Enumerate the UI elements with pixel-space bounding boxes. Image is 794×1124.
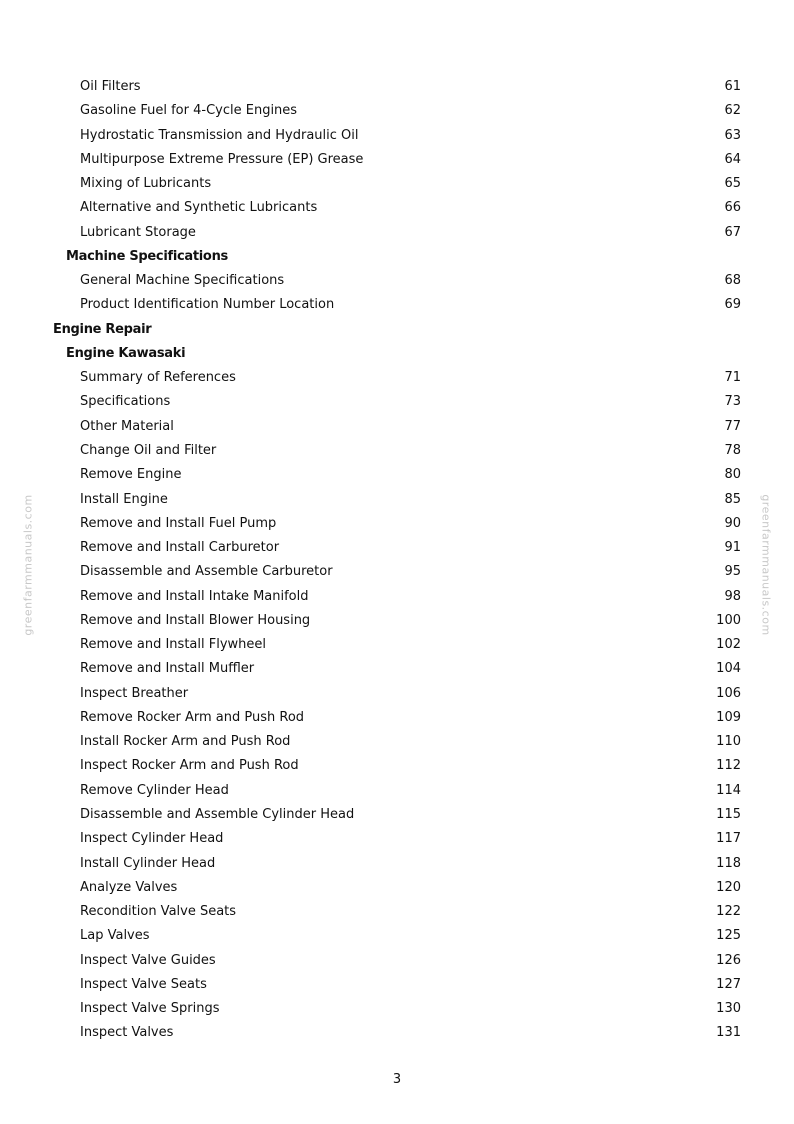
toc-entry-page: 120 xyxy=(716,879,741,895)
toc-entry-page: 127 xyxy=(716,976,741,992)
toc-entry-page: 77 xyxy=(724,418,741,434)
toc-entry-title: Disassemble and Assemble Carburetor xyxy=(80,564,333,580)
toc-entry-page: 102 xyxy=(716,637,741,653)
toc-entry-title: General Machine Specifications xyxy=(80,273,285,289)
toc-entry[interactable] xyxy=(0,293,794,317)
toc-entry[interactable] xyxy=(0,488,794,512)
toc-entry-page: 63 xyxy=(724,127,741,143)
toc-entry[interactable] xyxy=(0,439,794,463)
toc-entry-page: 91 xyxy=(724,540,741,556)
toc-entry-page: 80 xyxy=(724,467,741,483)
toc-entry[interactable] xyxy=(0,148,794,172)
toc-entry-page: 126 xyxy=(716,952,741,968)
toc-entry[interactable] xyxy=(0,1021,794,1045)
table-of-contents xyxy=(0,75,794,1046)
toc-subheading[interactable] xyxy=(0,342,794,366)
toc-entry-title: Gasoline Fuel for 4-Cycle Engines xyxy=(80,103,298,119)
toc-entry-page: 100 xyxy=(716,612,741,628)
page-number: 3 xyxy=(392,1072,402,1087)
toc-entry-title: Engine Kawasaki xyxy=(66,345,186,361)
toc-entry-title: Inspect Valve Seats xyxy=(80,976,207,992)
toc-entry-title: Inspect Rocker Arm and Push Rod xyxy=(80,758,299,774)
toc-entry-page: 112 xyxy=(716,758,741,774)
toc-entry[interactable] xyxy=(0,390,794,414)
toc-entry-title: Inspect Breather xyxy=(80,685,189,701)
toc-entry-page: 62 xyxy=(724,103,741,119)
toc-entry-page: 115 xyxy=(716,806,741,822)
toc-entry-title: Remove and Install Muffler xyxy=(80,661,255,677)
toc-entry-title: Analyze Valves xyxy=(80,879,178,895)
toc-entry-title: Summary of References xyxy=(80,370,236,386)
toc-entry-title: Engine Repair xyxy=(53,321,152,337)
toc-entry[interactable] xyxy=(0,536,794,560)
toc-entry-title: Inspect Valve Guides xyxy=(80,952,216,968)
toc-entry-page: 69 xyxy=(724,297,741,313)
toc-entry-title: Mixing of Lubricants xyxy=(80,176,212,192)
toc-entry-title: Disassemble and Assemble Cylinder Head xyxy=(80,806,355,822)
toc-entry-page: 117 xyxy=(716,831,741,847)
toc-entry[interactable] xyxy=(0,657,794,681)
toc-entry[interactable] xyxy=(0,463,794,487)
toc-entry-title: Remove and Install Blower Housing xyxy=(80,612,311,628)
toc-entry-title: Machine Specifications xyxy=(66,248,228,264)
toc-subheading[interactable] xyxy=(0,245,794,269)
toc-entry[interactable] xyxy=(0,706,794,730)
toc-entry[interactable] xyxy=(0,876,794,900)
toc-entry[interactable] xyxy=(0,803,794,827)
toc-entry-page: 131 xyxy=(716,1025,741,1041)
toc-entry-title: Remove and Install Intake Manifold xyxy=(80,588,309,604)
toc-entry[interactable] xyxy=(0,512,794,536)
toc-entry-page: 125 xyxy=(716,928,741,944)
toc-entry[interactable] xyxy=(0,560,794,584)
toc-entry-page: 78 xyxy=(724,442,741,458)
toc-entry[interactable] xyxy=(0,609,794,633)
toc-entry-page: 85 xyxy=(724,491,741,507)
toc-entry[interactable] xyxy=(0,75,794,99)
toc-entry-title: Install Cylinder Head xyxy=(80,855,216,871)
toc-entry-title: Specifications xyxy=(80,394,171,410)
toc-entry[interactable] xyxy=(0,949,794,973)
toc-entry-page: 64 xyxy=(724,151,741,167)
toc-entry-title: Product Identification Number Location xyxy=(80,297,335,313)
watermark-right: greenfarmmanuals.com xyxy=(759,494,773,636)
toc-entry-title: Lubricant Storage xyxy=(80,224,196,240)
toc-entry-title: Other Material xyxy=(80,418,174,434)
toc-entry[interactable] xyxy=(0,682,794,706)
toc-entry-title: Remove Cylinder Head xyxy=(80,782,229,798)
toc-entry-page: 61 xyxy=(724,79,741,94)
toc-entry-page: 95 xyxy=(724,564,741,580)
toc-entry[interactable] xyxy=(0,172,794,196)
toc-entry-page: 110 xyxy=(716,734,741,750)
toc-entry[interactable] xyxy=(0,779,794,803)
toc-entry-title: Remove Rocker Arm and Push Rod xyxy=(80,709,305,725)
toc-heading[interactable] xyxy=(0,318,794,342)
toc-entry-title: Remove and Install Carburetor xyxy=(80,540,280,556)
toc-entry[interactable] xyxy=(0,633,794,657)
toc-entry-page: 66 xyxy=(724,200,741,216)
toc-entry-title: Remove Engine xyxy=(80,467,182,483)
toc-entry[interactable] xyxy=(0,585,794,609)
toc-entry-page: 71 xyxy=(724,370,741,386)
toc-entry-page: 122 xyxy=(716,904,741,920)
toc-entry-page: 118 xyxy=(716,855,741,871)
toc-entry-title: Inspect Valves xyxy=(80,1025,174,1041)
toc-entry[interactable] xyxy=(0,99,794,123)
toc-entry[interactable] xyxy=(0,973,794,997)
toc-entry-title: Recondition Valve Seats xyxy=(80,904,237,920)
toc-entry-title: Inspect Cylinder Head xyxy=(80,831,224,847)
toc-entry-page: 67 xyxy=(724,224,741,240)
toc-entry[interactable] xyxy=(0,269,794,293)
toc-entry[interactable] xyxy=(0,997,794,1021)
toc-entry-page: 109 xyxy=(716,709,741,725)
toc-entry-title: Remove and Install Flywheel xyxy=(80,637,267,653)
toc-entry-page: 106 xyxy=(716,685,741,701)
toc-entry-title: Lap Valves xyxy=(80,928,150,944)
toc-entry[interactable] xyxy=(0,754,794,778)
toc-entry-title: Install Rocker Arm and Push Rod xyxy=(80,734,291,750)
toc-entry[interactable] xyxy=(0,730,794,754)
toc-entry-title: Install Engine xyxy=(80,491,168,507)
toc-entry[interactable] xyxy=(0,124,794,148)
toc-entry[interactable] xyxy=(0,852,794,876)
toc-entry-page: 104 xyxy=(716,661,741,677)
toc-entry-title: Oil Filters xyxy=(80,79,141,94)
toc-entry-title: Change Oil and Filter xyxy=(80,442,217,458)
toc-entry[interactable] xyxy=(0,366,794,390)
toc-entry-page: 98 xyxy=(724,588,741,604)
toc-entry-page: 90 xyxy=(724,515,741,531)
toc-entry[interactable] xyxy=(0,415,794,439)
toc-entry[interactable] xyxy=(0,221,794,245)
toc-entry[interactable] xyxy=(0,827,794,851)
toc-entry-page: 65 xyxy=(724,176,741,192)
toc-entry-title: Alternative and Synthetic Lubricants xyxy=(80,200,318,216)
toc-entry-page: 73 xyxy=(724,394,741,410)
toc-entry-page: 68 xyxy=(724,273,741,289)
watermark-left: greenfarmmanuals.com xyxy=(21,494,35,636)
toc-entry-title: Inspect Valve Springs xyxy=(80,1001,220,1017)
toc-entry[interactable] xyxy=(0,924,794,948)
toc-entry[interactable] xyxy=(0,900,794,924)
toc-entry-title: Multipurpose Extreme Pressure (EP) Grease xyxy=(80,151,364,167)
toc-entry-title: Remove and Install Fuel Pump xyxy=(80,515,277,531)
toc-entry[interactable] xyxy=(0,196,794,220)
toc-entry-title: Hydrostatic Transmission and Hydraulic Oil xyxy=(80,127,359,143)
toc-entry-page: 114 xyxy=(716,782,741,798)
toc-entry-page: 130 xyxy=(716,1001,741,1017)
